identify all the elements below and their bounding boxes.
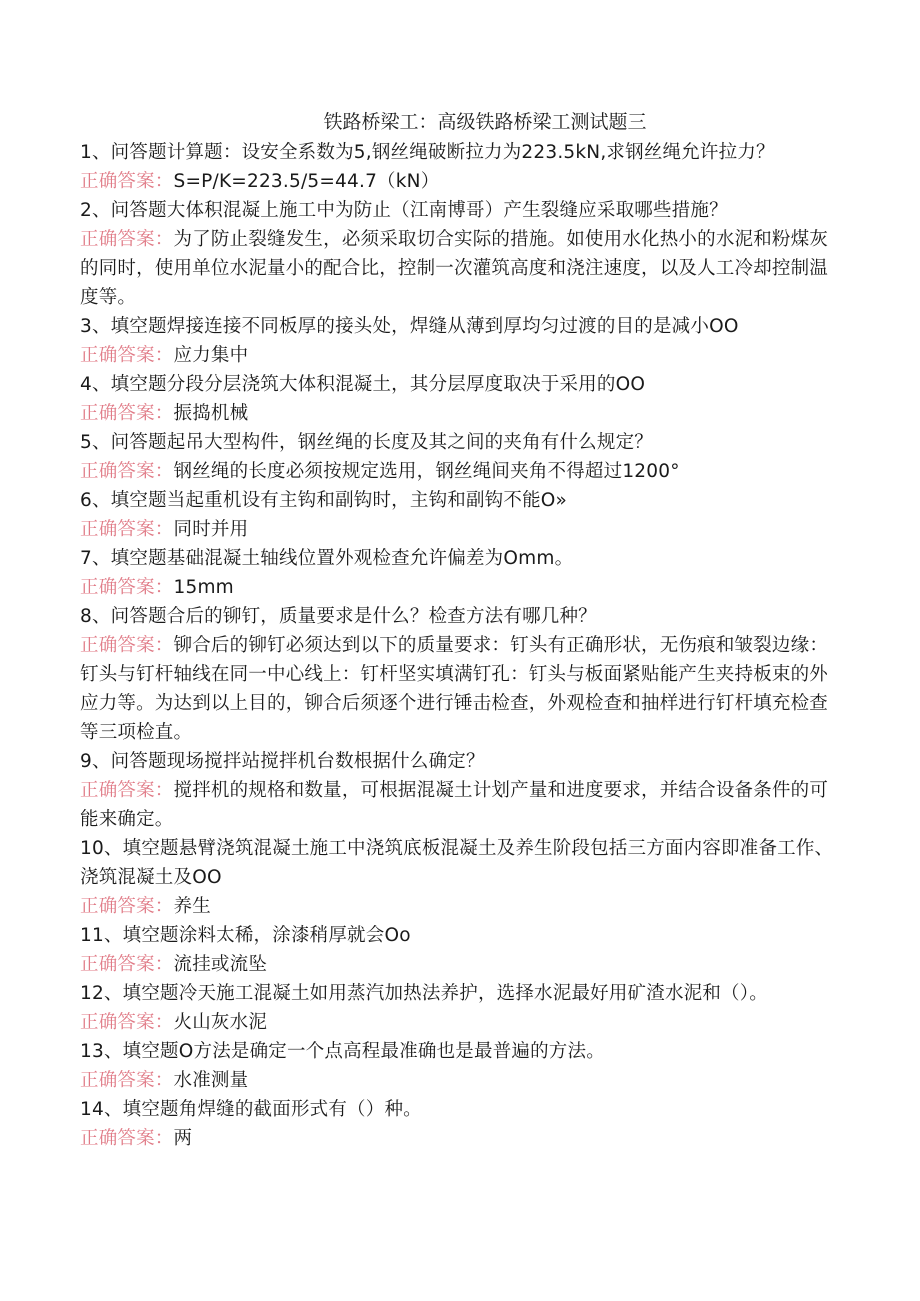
question-text: 7、填空题基础混凝土轴线位置外观检查允许偏差为Omm。 (80, 548, 574, 569)
answer-text: 火山灰水泥 (173, 1012, 268, 1033)
question-item (80, 602, 840, 747)
answer-label: 正确答案： (80, 896, 174, 917)
answer-line (80, 776, 840, 834)
question-item (80, 312, 840, 370)
answer-line (80, 399, 840, 428)
question-text: 13、填空题O方法是确定一个点高程最准确也是最普遍的方法。 (80, 1041, 605, 1062)
answer-line (80, 1124, 840, 1153)
answer-label: 正确答案： (80, 345, 174, 366)
answer-line (80, 631, 840, 747)
answer-text: 铆合后的铆钉必须达到以下的质量要求：钉头有正确形状，无伤痕和皱裂边缘：钉头与钉杆轴线在同一中心线上：钉杆坚实填满钉孔：钉头与板面紧贴能产生夹持板束的外应力等。为达到以上目的，铆合后须逐个进行锤击检查，外观检查和抽样进行钉杆填充检查等三项检直。 (80, 635, 829, 743)
answer-text: 15mm (173, 577, 234, 598)
question-text: 5、问答题起吊大型构件，钢丝绳的长度及其之间的夹角有什么规定？ (80, 432, 653, 453)
question-text: 14、填空题角焊缝的截面形式有（）种。 (80, 1099, 422, 1120)
answer-text: 养生 (173, 896, 211, 917)
answer-label: 正确答案： (80, 1012, 174, 1033)
answer-text: S=P/K=223.5/5=44.7（kN） (173, 171, 440, 192)
question-text: 10、填空题悬臂浇筑混凝土施工中浇筑底板混凝土及养生阶段包括三方面内容即准备工作、浇筑混凝土及OO (80, 838, 834, 888)
question-text: 1、问答题计算题：设安全系数为5,钢丝绳破断拉力为223.5kN,求钢丝绳允许拉力？ (80, 142, 775, 163)
question-text: 2、问答题大体积混凝上施工中为防止（江南博哥）产生裂缝应采取哪些措施？ (80, 200, 728, 221)
question-item (80, 1095, 840, 1153)
answer-line (80, 225, 840, 312)
answer-line (80, 167, 840, 196)
answer-text: 钢丝绳的长度必须按规定选用，钢丝绳间夹角不得超过1200° (173, 461, 680, 482)
answer-text: 两 (173, 1128, 193, 1149)
answer-line (80, 892, 840, 921)
answer-label: 正确答案： (80, 954, 174, 975)
answer-line (80, 515, 840, 544)
question-item (80, 921, 840, 979)
answer-text: 同时并用 (173, 519, 249, 540)
question-item (80, 196, 840, 312)
answer-line (80, 457, 840, 486)
answer-label: 正确答案： (80, 1070, 174, 1091)
page-title: 铁路桥梁工：高级铁路桥梁工测试题三 (323, 111, 647, 133)
question-item (80, 138, 840, 196)
question-text: 8、问答题合后的铆钉，质量要求是什么？检查方法有哪几种？ (80, 606, 597, 627)
answer-label: 正确答案： (80, 1128, 174, 1149)
answer-line (80, 1066, 840, 1095)
question-item (80, 544, 840, 602)
answer-text: 搅拌机的规格和数量，可根据混凝土计划产量和进度要求，并结合设备条件的可能来确定。 (80, 780, 829, 830)
answer-line (80, 950, 840, 979)
answer-line (80, 573, 840, 602)
question-item (80, 428, 840, 486)
question-text: 3、填空题焊接连接不同板厚的接头处，焊缝从薄到厚均匀过渡的目的是减小OO (80, 316, 739, 337)
answer-text: 流挂或流坠 (173, 954, 268, 975)
answer-label: 正确答案： (80, 577, 174, 598)
answer-line (80, 1008, 840, 1037)
question-text: 11、填空题涂料太稀，涂漆稍厚就会Oo (80, 925, 411, 946)
answer-text: 为了防止裂缝发生，必须采取切合实际的措施。如使用水化热小的水泥和粉煤灰的同时，使用单位水泥量小的配合比，控制一次灌筑高度和浇注速度，以及人工冷却控制温度等。 (80, 229, 829, 308)
question-text: 4、填空题分段分层浇筑大体积混凝土，其分层厚度取决于采用的OO (80, 374, 646, 395)
question-item (80, 834, 840, 921)
answer-label: 正确答案： (80, 403, 174, 424)
question-text: 6、填空题当起重机设有主钩和副钩时，主钩和副钩不能O» (80, 490, 568, 511)
answer-text: 应力集中 (173, 345, 249, 366)
question-item (80, 1037, 840, 1095)
question-item (80, 370, 840, 428)
answer-line (80, 341, 840, 370)
answer-label: 正确答案： (80, 229, 174, 250)
answer-label: 正确答案： (80, 461, 174, 482)
answer-label: 正确答案： (80, 635, 174, 656)
answer-text: 振捣机械 (173, 403, 249, 424)
question-text: 9、问答题现场搅拌站搅拌机台数根据什么确定？ (80, 751, 485, 772)
question-item (80, 486, 840, 544)
answer-label: 正确答案： (80, 171, 174, 192)
question-text: 12、填空题冷天施工混凝土如用蒸汽加热法养护，选择水泥最好用矿渣水泥和（）。 (80, 983, 768, 1004)
answer-label: 正确答案： (80, 780, 174, 801)
question-list (80, 138, 840, 1153)
answer-label: 正确答案： (80, 519, 174, 540)
answer-text: 水准测量 (173, 1070, 249, 1091)
question-item (80, 747, 840, 834)
question-item (80, 979, 840, 1037)
